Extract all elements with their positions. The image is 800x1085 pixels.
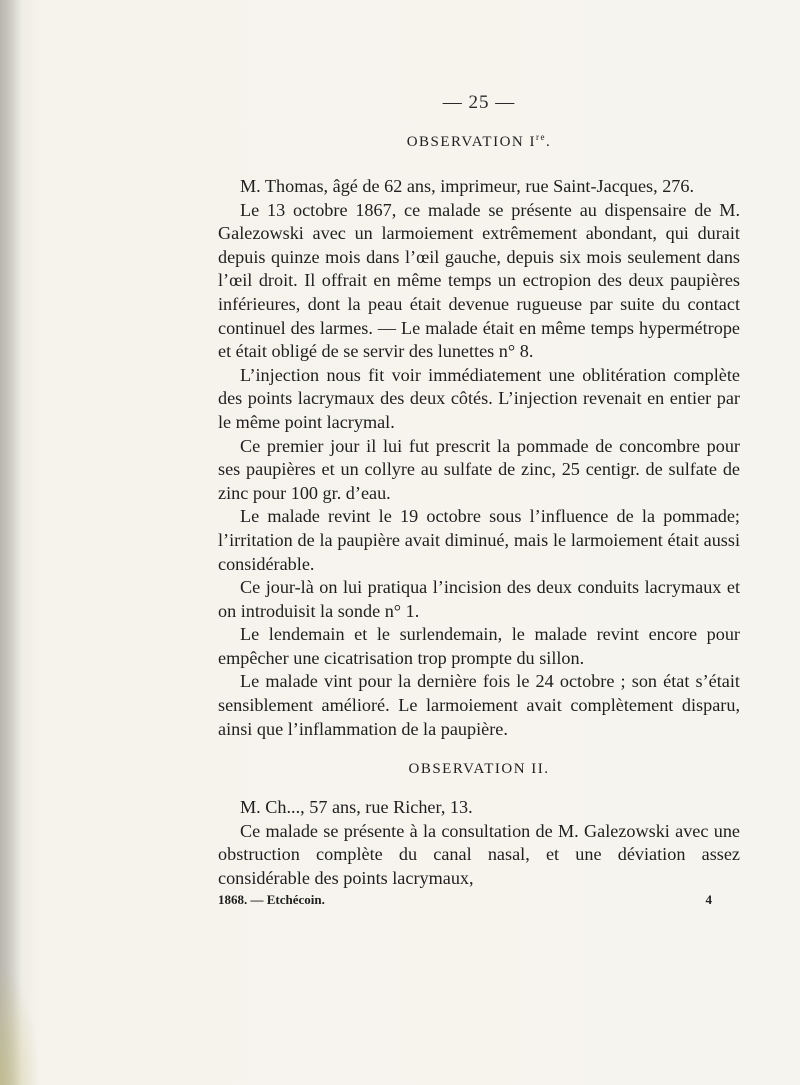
paragraph: Ce malade se présente à la consultation de M. Galezowski avec une obstruction complète du canal nasal, et une déviation assez considérable des points lacrymaux,	[218, 820, 740, 889]
observation-2-body	[218, 796, 740, 890]
signature-number: 4	[705, 891, 712, 907]
paragraph: M. Ch..., 57 ans, rue Richer, 13.	[240, 797, 473, 818]
signature-line	[218, 892, 740, 908]
observation-1-body	[218, 175, 740, 741]
observation-2-title: OBSERVATION II.	[408, 761, 550, 778]
observation-1-title-text: OBSERVATION I	[406, 134, 537, 150]
paper-stain	[0, 965, 40, 1085]
paragraph: Le 13 octobre 1867, ce malade se présente au dispensaire de M. Galezowski avec un larmoiement extrêmement abondant, qui durait depuis quinze mois dans l’œil gauche, depuis six mois seulement dans l’œil droit. Il offrait en même temps un ectropion des deux paupières inférieures, dont la peau était devenue rugueuse par suite du contact continuel des larmes. — Le malade était en même temps hypermétrope et était obligé de se servir des lunettes n° 8.	[218, 199, 740, 362]
paragraph: Ce jour-là on lui pratiqua l’incision des deux conduits lacrymaux et on introduisit la sonde n° 1.	[218, 577, 740, 621]
paragraph: Le lendemain et le surlendemain, le malade revint encore pour empêcher une cicatrisation trop prompte du sillon.	[218, 624, 740, 668]
signature-mark: 1868. — Etchécoin.	[218, 891, 325, 907]
binding-shadow	[0, 0, 22, 1085]
observation-1-title: OBSERVATION Ire.	[406, 132, 552, 150]
paragraph: Le malade vint pour la dernière fois le 24 octobre ; son état s’était sensiblement amélioré. Le larmoiement avait complètement disparu, ainsi que l’inflammation de la paupière.	[218, 671, 740, 739]
page-content	[218, 92, 740, 908]
paragraph: M. Thomas, âgé de 62 ans, imprimeur, rue Saint-Jacques, 276.	[240, 176, 695, 196]
paragraph: Le malade revint le 19 octobre sous l’influence de la pommade; l’irritation de la paupière avait diminué, mais le larmoiement était aussi considérable.	[218, 506, 740, 574]
page-number: — 25 —	[442, 92, 516, 113]
paragraph: L’injection nous fit voir immédiatement une oblitération complète des points lacrymaux des deux côtés. L’injection revenait en entier par le même point lacrymal.	[218, 364, 740, 432]
paragraph: Ce premier jour il lui fut prescrit la pommade de concombre pour ses paupières et un collyre au sulfate de zinc, 25 centigr. de sulfate de zinc pour 100 gr. d’eau.	[218, 435, 740, 503]
observation-1-title-superscript: re	[536, 132, 547, 142]
